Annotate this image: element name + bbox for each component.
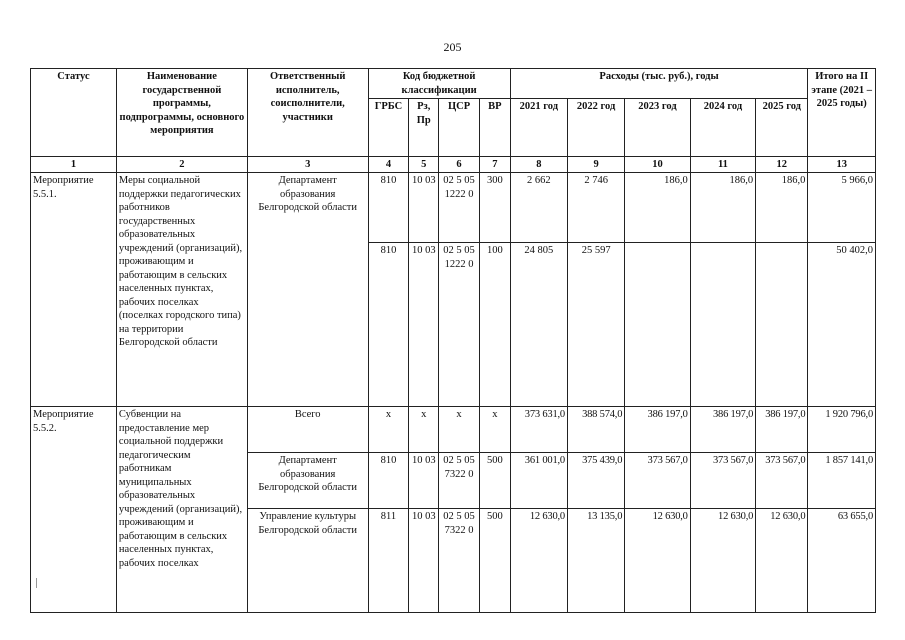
col-number: 8	[510, 157, 567, 173]
col-number: 1	[31, 157, 117, 173]
cell-grbs: 811	[368, 509, 409, 613]
cell-2021: 373 631,0	[510, 407, 567, 453]
cell-2023: 186,0	[625, 173, 690, 243]
col-number: 7	[480, 157, 511, 173]
cell-vr: 100	[480, 243, 511, 407]
cell-total: 63 655,0	[808, 509, 876, 613]
header-csr: ЦСР	[439, 99, 480, 157]
cell-2025: 386 197,0	[756, 407, 808, 453]
cell-rz: х	[409, 407, 439, 453]
cell-csr: х	[439, 407, 480, 453]
cell-2025: 186,0	[756, 173, 808, 243]
cell-2025: 373 567,0	[756, 453, 808, 509]
header-name: Наименование государственной программы, подпрограммы, основного мероприятия	[116, 69, 247, 157]
cell-total: 5 966,0	[808, 173, 876, 243]
cell-2024: 373 567,0	[690, 453, 755, 509]
cell-2024	[690, 243, 755, 407]
cell-2025: 12 630,0	[756, 509, 808, 613]
cell-vr: 500	[480, 453, 511, 509]
col-number: 11	[690, 157, 755, 173]
cell-2021: 24 805	[510, 243, 567, 407]
col-number: 9	[567, 157, 624, 173]
col-number: 6	[439, 157, 480, 173]
cell-2021: 361 001,0	[510, 453, 567, 509]
col-number: 5	[409, 157, 439, 173]
header-2024: 2024 год	[690, 99, 755, 157]
row-responsible: Департамент образования Белгородской области	[247, 173, 368, 407]
cell-csr: 02 5 05 7322 0	[439, 453, 480, 509]
header-budget-code: Код бюджетной классификации	[368, 69, 510, 99]
cell-total: 50 402,0	[808, 243, 876, 407]
table-row	[31, 173, 876, 243]
cell-csr: 02 5 05 1222 0	[439, 243, 480, 407]
cell-vr: 500	[480, 509, 511, 613]
col-number: 10	[625, 157, 690, 173]
header-grbs: ГРБС	[368, 99, 409, 157]
cell-rz: 10 03	[409, 243, 439, 407]
header-expenses: Расходы (тыс. руб.), годы	[510, 69, 808, 99]
header-2023: 2023 год	[625, 99, 690, 157]
header-2021: 2021 год	[510, 99, 567, 157]
cell-total: 1 857 141,0	[808, 453, 876, 509]
cell-csr: 02 5 05 7322 0	[439, 509, 480, 613]
table-row	[31, 407, 876, 453]
budget-table	[30, 68, 876, 613]
cell-2024: 12 630,0	[690, 509, 755, 613]
cell-2023: 12 630,0	[625, 509, 690, 613]
header-2025: 2025 год	[756, 99, 808, 157]
cell-2023: 373 567,0	[625, 453, 690, 509]
cell-vr: 300	[480, 173, 511, 243]
cell-total: 1 920 796,0	[808, 407, 876, 453]
col-number: 4	[368, 157, 409, 173]
cell-2022: 13 135,0	[567, 509, 624, 613]
cell-grbs: 810	[368, 453, 409, 509]
cell-rz: 10 03	[409, 453, 439, 509]
header-2022: 2022 год	[567, 99, 624, 157]
cell-2022: 388 574,0	[567, 407, 624, 453]
page-number: 205	[443, 40, 462, 54]
row-responsible: Всего	[247, 407, 368, 453]
col-number: 3	[247, 157, 368, 173]
cell-2022: 2 746	[567, 173, 624, 243]
row-name: Субвенции на предоставление мер социальной поддержки педагогическим работникам муниципальных образовательных учреждений (организаций), проживающим и работающим в сельских населенных пунктах, рабочих поселках	[116, 407, 247, 613]
header-total: Итого на II этапе (2021 – 2025 годы)	[808, 69, 876, 157]
cell-2021: 12 630,0	[510, 509, 567, 613]
header-responsible: Ответственный исполнитель, соисполнители, участники	[247, 69, 368, 157]
header-rz-pr: Рз, Пр	[409, 99, 439, 157]
row-name: Меры социальной поддержки педагогических работников государственных образовательных учреждений (организаций), проживающим и работающим в сельских населенных пунктах, рабочих поселках (поселках городского типа) на территории Белгородской области	[116, 173, 247, 407]
cell-vr: х	[480, 407, 511, 453]
cell-grbs: 810	[368, 243, 409, 407]
cell-grbs: 810	[368, 173, 409, 243]
cell-csr: 02 5 05 1222 0	[439, 173, 480, 243]
cell-rz: 10 03	[409, 173, 439, 243]
cell-2024: 186,0	[690, 173, 755, 243]
cell-2025	[756, 243, 808, 407]
scan-margin-mark	[36, 578, 37, 588]
cell-2022: 25 597	[567, 243, 624, 407]
cell-2022: 375 439,0	[567, 453, 624, 509]
row-responsible: Управление культуры Белгородской области	[247, 509, 368, 613]
col-number: 12	[756, 157, 808, 173]
row-status: Мероприятие 5.5.2.	[31, 407, 117, 613]
col-number: 13	[808, 157, 876, 173]
cell-2023	[625, 243, 690, 407]
cell-2023: 386 197,0	[625, 407, 690, 453]
cell-2024: 386 197,0	[690, 407, 755, 453]
row-responsible: Департамент образования Белгородской области	[247, 453, 368, 509]
header-vr: ВР	[480, 99, 511, 157]
cell-2021: 2 662	[510, 173, 567, 243]
cell-rz: 10 03	[409, 509, 439, 613]
header-status: Статус	[31, 69, 117, 157]
col-number: 2	[116, 157, 247, 173]
row-status: Мероприятие 5.5.1.	[31, 173, 117, 407]
cell-grbs: х	[368, 407, 409, 453]
